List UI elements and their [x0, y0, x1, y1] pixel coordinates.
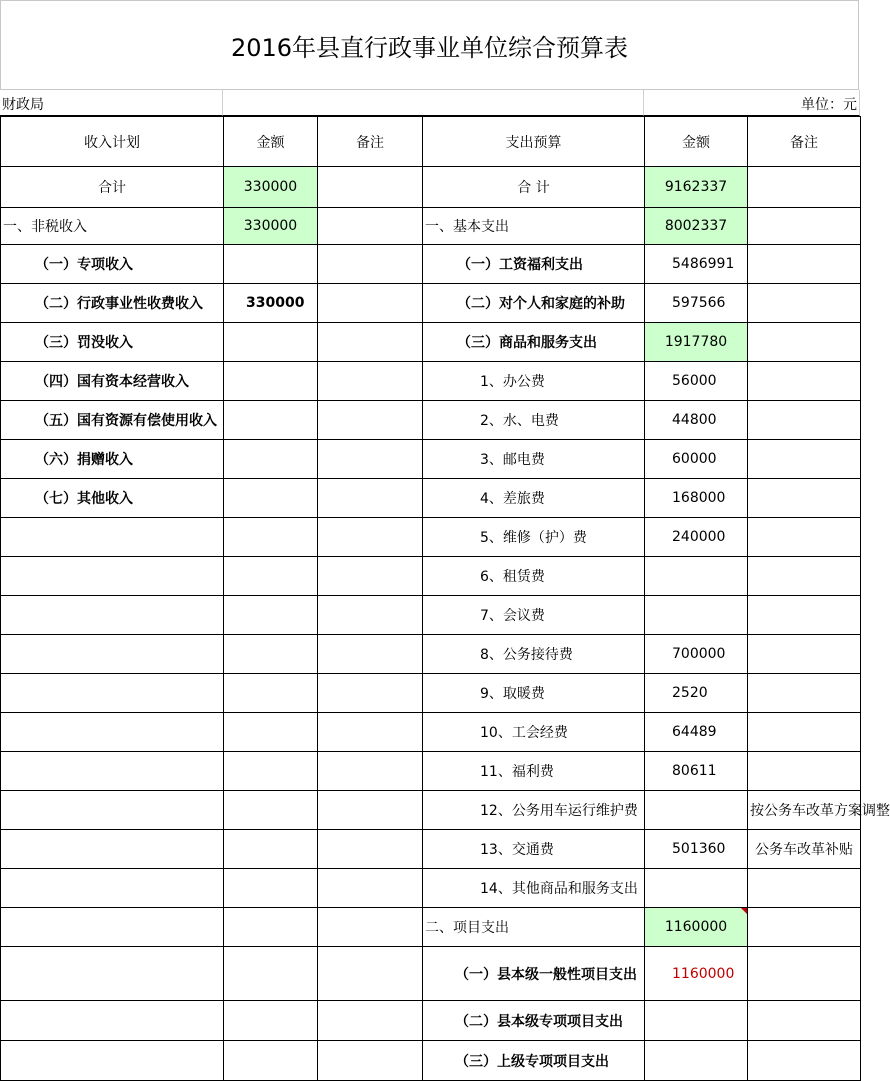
- expense-amount-cell[interactable]: 1160000: [645, 947, 748, 1001]
- expense-remark-cell[interactable]: [748, 713, 861, 752]
- expense-cell[interactable]: 二、项目支出: [423, 908, 645, 947]
- expense-remark-cell[interactable]: [748, 208, 861, 245]
- income-cell[interactable]: （一）专项收入: [1, 245, 224, 284]
- income-amount-cell[interactable]: [224, 713, 318, 752]
- table-row: [1, 479, 861, 518]
- income-cell[interactable]: [1, 713, 224, 752]
- expense-cell[interactable]: （一）工资福利支出: [423, 245, 645, 284]
- expense-amount-cell[interactable]: [645, 869, 748, 908]
- table-row: [1, 518, 861, 557]
- income-amount-cell[interactable]: [224, 557, 318, 596]
- expense-amount-cell[interactable]: 64489: [645, 713, 748, 752]
- income-cell[interactable]: （六）捐赠收入: [1, 440, 224, 479]
- expense-remark-cell[interactable]: 公务车改革补贴: [748, 830, 861, 869]
- unit-bar-blank: [223, 90, 644, 116]
- income-remark-cell[interactable]: [318, 518, 423, 557]
- income-amount-cell[interactable]: [224, 245, 318, 284]
- income-amount-cell[interactable]: 330000: [224, 167, 318, 208]
- income-remark-cell[interactable]: [318, 596, 423, 635]
- expense-amount-cell[interactable]: 80611: [645, 752, 748, 791]
- income-amount-cell[interactable]: [224, 1041, 318, 1081]
- expense-amount-cell[interactable]: [645, 1041, 748, 1081]
- expense-remark-cell[interactable]: [748, 557, 861, 596]
- income-cell[interactable]: [1, 596, 224, 635]
- income-amount-cell[interactable]: [224, 869, 318, 908]
- income-remark-cell[interactable]: [318, 557, 423, 596]
- expense-amount-cell[interactable]: 2520: [645, 674, 748, 713]
- expense-remark-cell[interactable]: [748, 518, 861, 557]
- budget-table: [0, 116, 890, 1081]
- income-cell[interactable]: （七）其他收入: [1, 479, 224, 518]
- income-cell[interactable]: [1, 635, 224, 674]
- income-cell[interactable]: [1, 674, 224, 713]
- income-remark-cell[interactable]: [318, 167, 423, 208]
- expense-remark-cell[interactable]: [748, 596, 861, 635]
- income-cell[interactable]: （二）行政事业性收费收入: [1, 284, 224, 323]
- unit-label: 单位：元: [644, 90, 860, 116]
- expense-amount-cell[interactable]: 9162337: [645, 167, 748, 208]
- unit-bar: [0, 90, 860, 116]
- income-amount-cell[interactable]: [224, 596, 318, 635]
- income-remark-cell[interactable]: [318, 869, 423, 908]
- income-amount-cell[interactable]: [224, 752, 318, 791]
- expense-cell[interactable]: （一）县本级一般性项目支出: [423, 947, 645, 1001]
- income-amount-cell[interactable]: [224, 674, 318, 713]
- expense-amount-cell[interactable]: 240000: [645, 518, 748, 557]
- expense-amount-cell[interactable]: 56000: [645, 362, 748, 401]
- income-amount-cell[interactable]: [224, 947, 318, 1001]
- unit-name: 财政局: [0, 90, 223, 116]
- income-cell[interactable]: [1, 752, 224, 791]
- table-row: [1, 908, 861, 947]
- income-amount-cell[interactable]: [224, 362, 318, 401]
- table-row: [1, 557, 861, 596]
- table-row: [1, 401, 861, 440]
- income-amount-cell[interactable]: [224, 440, 318, 479]
- expense-remark-cell[interactable]: [748, 479, 861, 518]
- table-row: [1, 674, 861, 713]
- income-remark-cell[interactable]: [318, 440, 423, 479]
- income-remark-cell[interactable]: [318, 752, 423, 791]
- income-amount-cell[interactable]: 330000: [224, 284, 318, 323]
- income-amount-cell[interactable]: [224, 791, 318, 830]
- expense-remark-cell[interactable]: [748, 167, 861, 208]
- expense-amount-cell[interactable]: [645, 596, 748, 635]
- income-cell[interactable]: 合计: [1, 167, 224, 208]
- income-cell[interactable]: [1, 791, 224, 830]
- expense-amount-cell[interactable]: 1160000: [645, 908, 748, 947]
- expense-cell[interactable]: 7、会议费: [423, 596, 645, 635]
- expense-amount-cell[interactable]: 501360: [645, 830, 748, 869]
- table-header-row: [1, 117, 861, 167]
- expense-cell[interactable]: 6、租赁费: [423, 557, 645, 596]
- income-amount-cell[interactable]: [224, 479, 318, 518]
- expense-remark-cell[interactable]: [748, 752, 861, 791]
- income-cell[interactable]: 一、非税收入: [1, 208, 224, 245]
- income-remark-cell[interactable]: [318, 713, 423, 752]
- expense-remark-cell[interactable]: [748, 323, 861, 362]
- expense-remark-cell[interactable]: [748, 908, 861, 947]
- expense-remark-cell[interactable]: [748, 284, 861, 323]
- expense-remark-cell[interactable]: [748, 1041, 861, 1081]
- expense-cell[interactable]: 10、工会经费: [423, 713, 645, 752]
- income-cell[interactable]: [1, 830, 224, 869]
- income-remark-cell[interactable]: [318, 908, 423, 947]
- table-row: [1, 947, 861, 1001]
- expense-remark-cell[interactable]: [748, 245, 861, 284]
- expense-amount-cell[interactable]: 8002337: [645, 208, 748, 245]
- income-remark-cell[interactable]: [318, 362, 423, 401]
- table-row: [1, 713, 861, 752]
- table-row: [1, 245, 861, 284]
- income-remark-cell[interactable]: [318, 1001, 423, 1041]
- table-row: [1, 440, 861, 479]
- income-cell[interactable]: [1, 1041, 224, 1081]
- expense-cell[interactable]: 13、交通费: [423, 830, 645, 869]
- income-amount-cell[interactable]: [224, 908, 318, 947]
- income-cell[interactable]: [1, 947, 224, 1001]
- table-row: [1, 208, 861, 245]
- expense-cell[interactable]: 一、基本支出: [423, 208, 645, 245]
- expense-amount-cell[interactable]: 168000: [645, 479, 748, 518]
- income-cell[interactable]: （四）国有资本经营收入: [1, 362, 224, 401]
- expense-cell[interactable]: 3、邮电费: [423, 440, 645, 479]
- expense-cell[interactable]: （三）上级专项项目支出: [423, 1041, 645, 1081]
- table-row: [1, 869, 861, 908]
- expense-cell[interactable]: 合 计: [423, 167, 645, 208]
- expense-cell[interactable]: （二）对个人和家庭的补助: [423, 284, 645, 323]
- header-income-remark: 备注: [318, 117, 423, 167]
- table-row: [1, 752, 861, 791]
- page-title: 2016年县直行政事业单位综合预算表: [0, 0, 859, 90]
- income-amount-cell[interactable]: [224, 323, 318, 362]
- expense-amount-cell[interactable]: 597566: [645, 284, 748, 323]
- expense-cell[interactable]: 8、公务接待费: [423, 635, 645, 674]
- header-income-plan: 收入计划: [1, 117, 224, 167]
- income-cell[interactable]: [1, 869, 224, 908]
- income-amount-cell[interactable]: [224, 518, 318, 557]
- income-cell[interactable]: [1, 518, 224, 557]
- income-cell[interactable]: [1, 557, 224, 596]
- income-amount-cell[interactable]: [224, 635, 318, 674]
- expense-amount-cell[interactable]: 44800: [645, 401, 748, 440]
- expense-remark-cell[interactable]: 按公务车改革方案调整: [748, 791, 861, 830]
- expense-cell[interactable]: 11、福利费: [423, 752, 645, 791]
- expense-amount-cell[interactable]: 60000: [645, 440, 748, 479]
- income-cell[interactable]: [1, 1001, 224, 1041]
- income-amount-cell[interactable]: [224, 1001, 318, 1041]
- expense-remark-cell[interactable]: [748, 674, 861, 713]
- expense-cell[interactable]: 4、差旅费: [423, 479, 645, 518]
- expense-amount-cell[interactable]: [645, 557, 748, 596]
- expense-amount-cell[interactable]: [645, 1001, 748, 1041]
- income-cell[interactable]: [1, 908, 224, 947]
- income-remark-cell[interactable]: [318, 479, 423, 518]
- expense-remark-cell[interactable]: [748, 947, 861, 1001]
- expense-remark-cell[interactable]: [748, 635, 861, 674]
- expense-amount-cell[interactable]: [645, 791, 748, 830]
- header-expense-remark: 备注: [748, 117, 861, 167]
- expense-amount-cell[interactable]: 5486991: [645, 245, 748, 284]
- income-cell[interactable]: （五）国有资源有偿使用收入: [1, 401, 224, 440]
- table-row: [1, 791, 861, 830]
- expense-cell[interactable]: （三）商品和服务支出: [423, 323, 645, 362]
- income-remark-cell[interactable]: [318, 947, 423, 1001]
- table-row: [1, 635, 861, 674]
- expense-cell[interactable]: 9、取暖费: [423, 674, 645, 713]
- expense-cell[interactable]: 14、其他商品和服务支出: [423, 869, 645, 908]
- table-row: [1, 830, 861, 869]
- expense-cell[interactable]: 12、公务用车运行维护费: [423, 791, 645, 830]
- income-remark-cell[interactable]: [318, 284, 423, 323]
- table-row: [1, 596, 861, 635]
- income-remark-cell[interactable]: [318, 830, 423, 869]
- income-amount-cell[interactable]: [224, 830, 318, 869]
- income-remark-cell[interactable]: [318, 401, 423, 440]
- expense-cell[interactable]: 2、水、电费: [423, 401, 645, 440]
- income-remark-cell[interactable]: [318, 245, 423, 284]
- income-remark-cell[interactable]: [318, 208, 423, 245]
- expense-amount-cell[interactable]: 1917780: [645, 323, 748, 362]
- table-row: [1, 362, 861, 401]
- header-income-amount: 金额: [224, 117, 318, 167]
- expense-remark-cell[interactable]: [748, 362, 861, 401]
- income-amount-cell[interactable]: 330000: [224, 208, 318, 245]
- income-remark-cell[interactable]: [318, 323, 423, 362]
- income-remark-cell[interactable]: [318, 674, 423, 713]
- expense-cell[interactable]: 5、维修（护）费: [423, 518, 645, 557]
- income-amount-cell[interactable]: [224, 401, 318, 440]
- expense-cell[interactable]: 1、办公费: [423, 362, 645, 401]
- expense-remark-cell[interactable]: [748, 440, 861, 479]
- table-row: [1, 1041, 861, 1081]
- income-remark-cell[interactable]: [318, 791, 423, 830]
- expense-cell[interactable]: （二）县本级专项项目支出: [423, 1001, 645, 1041]
- income-cell[interactable]: （三）罚没收入: [1, 323, 224, 362]
- expense-amount-cell[interactable]: 700000: [645, 635, 748, 674]
- expense-remark-cell[interactable]: [748, 401, 861, 440]
- table-row: [1, 1001, 861, 1041]
- table-row: [1, 284, 861, 323]
- table-row: [1, 167, 861, 208]
- header-expense-budget: 支出预算: [423, 117, 645, 167]
- table-row: [1, 323, 861, 362]
- income-remark-cell[interactable]: [318, 635, 423, 674]
- expense-remark-cell[interactable]: [748, 869, 861, 908]
- income-remark-cell[interactable]: [318, 1041, 423, 1081]
- header-expense-amount: 金额: [645, 117, 748, 167]
- expense-remark-cell[interactable]: [748, 1001, 861, 1041]
